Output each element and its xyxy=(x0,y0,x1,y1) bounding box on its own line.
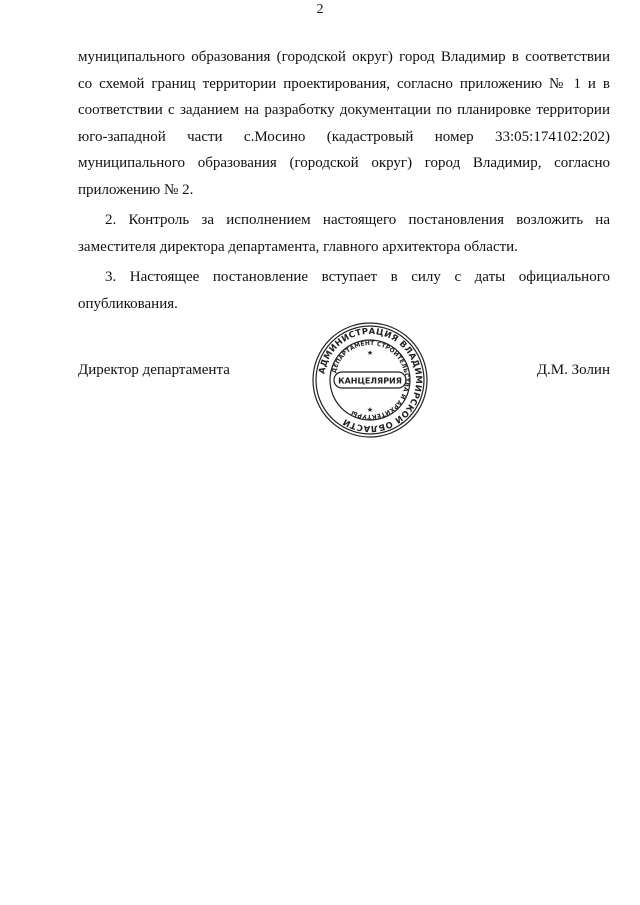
paragraph-2 xyxy=(78,207,610,260)
text-line: 3. Настоящее постановление вступает в силу с даты официального xyxy=(105,269,610,285)
text-line: муниципального образования (городской округ) город Владимир, согласно xyxy=(78,155,610,171)
text-line: соответствии с заданием на разработку документации по планировке территории xyxy=(78,102,610,118)
text-line: 2. Контроль за исполнением настоящего постановления возложить на xyxy=(105,212,610,228)
text-line: приложению № 2. xyxy=(78,181,194,198)
paragraph-1 xyxy=(78,44,610,203)
text-line: муниципального образования (городской округ) город Владимир в соответствии xyxy=(78,49,610,65)
svg-text:★: ★ xyxy=(366,349,374,357)
text-line: заместителя директора департамента, главного архитектора области. xyxy=(78,238,518,255)
signatory-name: Д.М. Золин xyxy=(536,362,610,378)
stamp-seal-icon xyxy=(310,320,430,440)
stamp-center-text: КАНЦЕЛЯРИЯ xyxy=(338,376,402,386)
page-number: 2 xyxy=(316,2,324,17)
text-line: юго-западной части с.Мосино (кадастровый номер 33:05:174102:202) xyxy=(78,128,610,145)
text-line: со схемой границ территории проектирования, согласно приложению № 1 и в xyxy=(78,75,610,92)
stamp-outer-text: АДМИНИСТРАЦИЯ ВЛАДИМИРСКОЙ ОБЛАСТИ xyxy=(317,326,424,434)
document-body xyxy=(78,44,610,321)
paragraph-3 xyxy=(78,264,610,317)
official-stamp xyxy=(310,320,430,440)
text-line: опубликования. xyxy=(78,295,178,312)
stamp-inner-text: ДЕПАРТАМЕНТ СТРОИТЕЛЬСТВА И АРХИТЕКТУРЫ xyxy=(330,339,411,421)
svg-text:★: ★ xyxy=(366,406,374,414)
signatory-role: Директор департамента xyxy=(78,362,230,378)
